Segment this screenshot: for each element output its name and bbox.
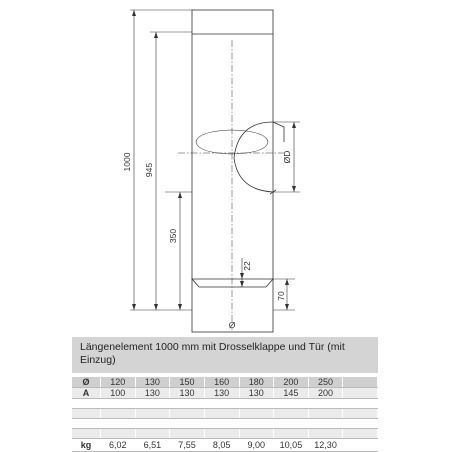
table-cell	[101, 399, 136, 409]
table-cell: 145	[274, 388, 309, 399]
table-cell	[204, 419, 239, 429]
table-cell	[274, 399, 309, 409]
row-label-diameter: Ø	[72, 377, 101, 388]
table-cell: 12,30	[308, 439, 343, 452]
table-cell	[170, 419, 205, 429]
table-cell	[101, 419, 136, 429]
row-label-kg: kg	[72, 439, 101, 452]
table-cell	[274, 419, 309, 429]
table-cell: 150	[170, 377, 205, 388]
table-cell	[343, 388, 378, 399]
table-cell	[204, 429, 239, 439]
table-row-diameter	[72, 377, 378, 388]
table-cell	[72, 399, 101, 409]
table-cell	[343, 419, 378, 429]
table-cell	[135, 419, 170, 429]
table-cell	[72, 429, 101, 439]
table-cell	[274, 429, 309, 439]
table-cell	[101, 429, 136, 439]
dim-label-diameter-bottom: Ø	[228, 320, 236, 330]
door-handle	[273, 122, 284, 142]
table-cell	[343, 399, 378, 409]
table-row-a	[72, 388, 378, 399]
table-row-empty	[72, 409, 378, 419]
table-cell: 8,05	[204, 439, 239, 452]
table-cell: 7,55	[170, 439, 205, 452]
table-cell	[72, 419, 101, 429]
table-cell	[308, 429, 343, 439]
dim-label-350: 350	[168, 228, 178, 244]
table-cell	[343, 429, 378, 439]
table-cell	[239, 419, 274, 429]
dim-label-diameter-d: ØD	[282, 150, 292, 164]
product-caption: Längenelement 1000 mm mit Drosselklappe und Tür (mit Einzug)	[72, 337, 378, 373]
table-cell: 100	[101, 388, 136, 399]
table-cell	[204, 409, 239, 419]
table-row-empty	[72, 419, 378, 429]
table-cell: 130	[135, 388, 170, 399]
table-cell: 9,00	[239, 439, 274, 452]
dim-label-945: 945	[144, 162, 154, 178]
table-cell: 130	[239, 388, 274, 399]
table-cell	[170, 409, 205, 419]
table-cell: 160	[204, 377, 239, 388]
table-cell: 10,05	[274, 439, 309, 452]
dim-label-22: 22	[242, 261, 252, 271]
dim-label-1000: 1000	[122, 152, 132, 172]
pipe-outline	[192, 10, 273, 332]
table-cell	[274, 409, 309, 419]
table-cell	[170, 429, 205, 439]
table-cell	[343, 377, 378, 388]
table-cell	[72, 409, 101, 419]
table-cell	[308, 399, 343, 409]
table-cell: 250	[308, 377, 343, 388]
table-cell	[101, 409, 136, 419]
table-cell	[135, 399, 170, 409]
table-cell	[343, 409, 378, 419]
table-row-empty	[72, 429, 378, 439]
table-cell: 180	[239, 377, 274, 388]
table-cell	[239, 409, 274, 419]
table-cell	[239, 429, 274, 439]
dim-label-70: 70	[276, 291, 286, 301]
table-row-empty	[72, 399, 378, 409]
table-cell: 120	[101, 377, 136, 388]
table-cell: 130	[170, 388, 205, 399]
table-cell: 6,51	[135, 439, 170, 452]
table-cell: 200	[308, 388, 343, 399]
table-cell: 200	[274, 377, 309, 388]
table-cell	[170, 399, 205, 409]
table-cell	[204, 399, 239, 409]
spec-table	[72, 377, 378, 452]
table-cell	[308, 419, 343, 429]
table-cell	[239, 399, 274, 409]
table-cell: 6,02	[101, 439, 136, 452]
table-cell: 130	[135, 377, 170, 388]
table-cell	[308, 409, 343, 419]
table-cell	[135, 409, 170, 419]
table-cell: 130	[204, 388, 239, 399]
row-label-a: A	[72, 388, 101, 399]
pipe-bottom-insert	[192, 279, 273, 287]
table-cell	[135, 429, 170, 439]
